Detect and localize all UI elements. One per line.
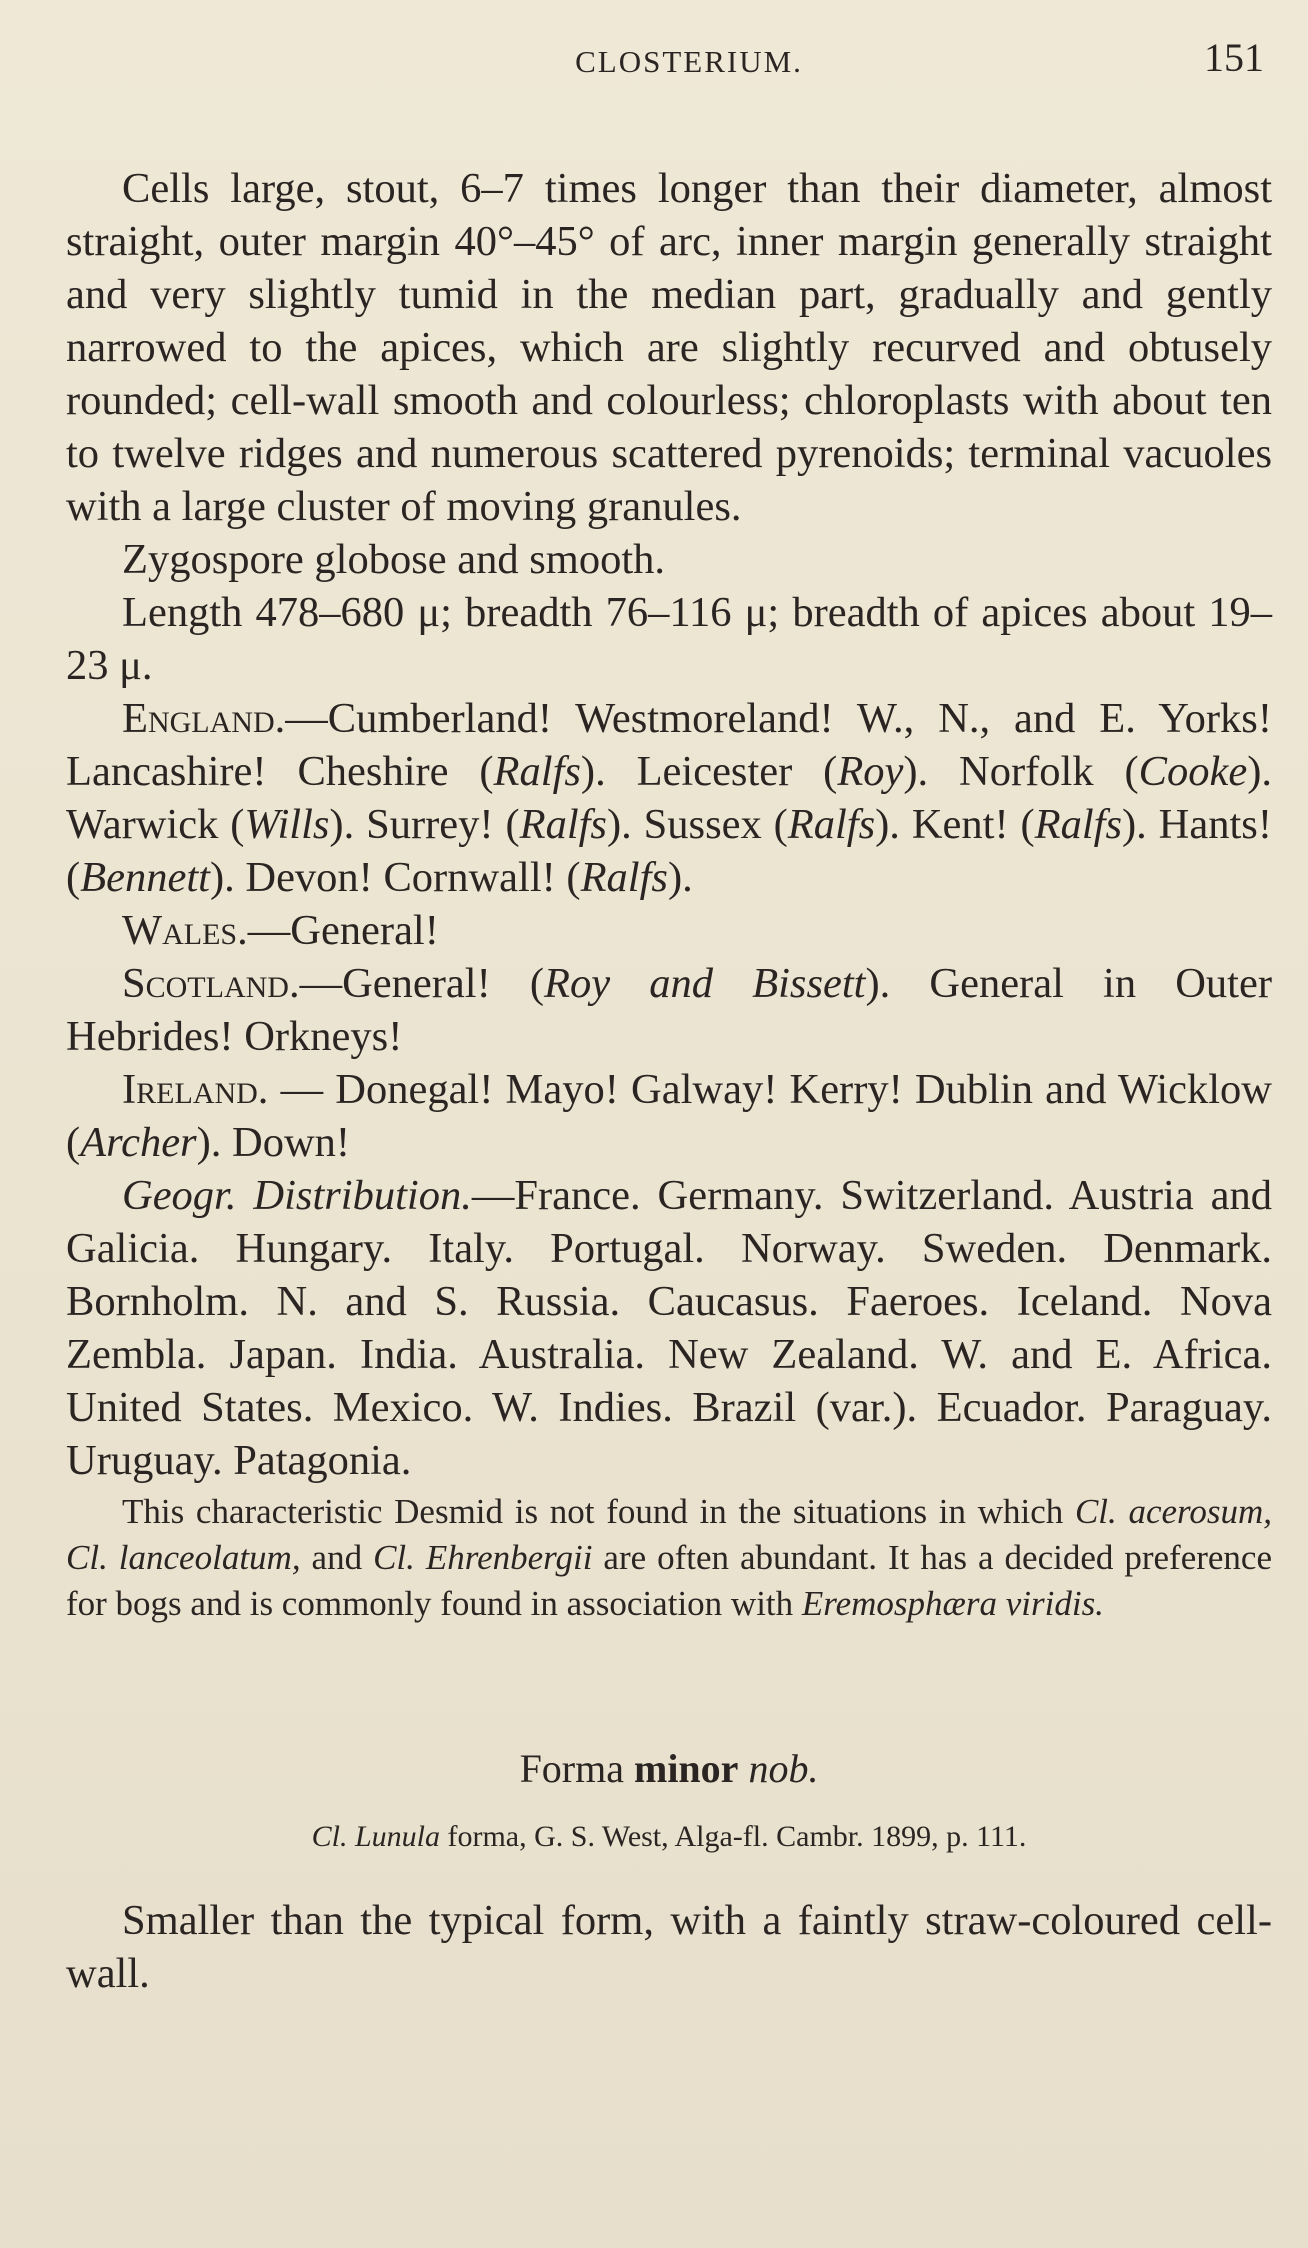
region-label-england: England. bbox=[122, 695, 286, 742]
species-name: Cl. Lunula bbox=[311, 1820, 440, 1853]
authority: Roy bbox=[837, 748, 904, 795]
distribution-scotland: Scotland.—General! (Roy and Bissett). General in Outer Hebrides! Orkneys! bbox=[66, 960, 1272, 1060]
authority: Ralfs bbox=[580, 854, 668, 901]
authority: Bennett bbox=[80, 854, 210, 901]
forma-description: Smaller than the typical form, with a faintly straw-coloured cell-wall. bbox=[66, 1897, 1272, 1997]
geographic-distribution: Geogr. Distribution.—France. Germany. Switzerland. Austria and Galicia. Hungary. Italy. Portugal. Norway. Sweden. Denmark. Bornholm. N. and S. Russia. Caucasus. Faeroes. Iceland. Nova Zembla. Japan. India. Australia. New Zealand. W. and E. Africa. United States. Mexico. W. Indies. Brazil (var.). Ecuador. Paraguay. Uruguay. Patagonia. bbox=[66, 1172, 1272, 1484]
authority: Archer bbox=[80, 1119, 197, 1166]
authority: Roy and Bissett bbox=[544, 960, 866, 1007]
species-name: Cl. acerosum, Cl. lanceolatum, bbox=[66, 1492, 1273, 1577]
cell-description: Cells large, stout, 6–7 times longer than their diameter, almost straight, outer margin 40°–45° of arc, inner margin generally straight and very slightly tumid in the median part, gradually and gently narrowed to the apices, which are slightly recurved and obtusely rounded; cell-wall smooth and colourless; chloroplasts with about ten to twelve ridges and numerous scattered pyrenoids; terminal vacuoles with a large cluster of moving granules. bbox=[66, 165, 1272, 530]
forma-name: minor bbox=[634, 1746, 739, 1791]
species-name: Eremosphæra viridis. bbox=[801, 1584, 1104, 1623]
authority: Wills bbox=[244, 801, 330, 848]
region-label-wales: Wales. bbox=[122, 907, 248, 954]
authority: Ralfs bbox=[787, 801, 876, 848]
authority: Cooke bbox=[1138, 748, 1248, 795]
authority: Ralfs bbox=[493, 748, 581, 795]
authority: Ralfs bbox=[1034, 801, 1123, 848]
region-label-ireland: Ireland. bbox=[122, 1066, 269, 1113]
ecology-note: This characteristic Desmid is not found in the situations in which Cl. acerosum, Cl. lanceolatum, and Cl. Ehrenbergii are often abundant. It has a decided preference for bogs and is commonly found in association with Eremosphæra viridis. bbox=[66, 1492, 1273, 1623]
distribution-england: England.—Cumberland! Westmoreland! W., N., and E. Yorks! Lancashire! Cheshire (Ralfs). Leicester (Roy). Norfolk (Cooke). Warwick (Wills). Surrey! (Ralfs). Sussex (Ralfs). Kent! (Ralfs). Hants! (Bennett). Devon! Cornwall! (Ralfs). bbox=[66, 695, 1272, 901]
page-number: 151 bbox=[1204, 35, 1264, 80]
forma-author: nob. bbox=[748, 1746, 819, 1791]
region-label-scotland: Scotland. bbox=[122, 960, 300, 1007]
dimensions: Length 478–680 μ; breadth 76–116 μ; breadth of apices about 19–23 μ. bbox=[66, 589, 1272, 689]
distribution-ireland: Ireland. — Donegal! Mayo! Galway! Kerry! Dublin and Wicklow (Archer). Down! bbox=[66, 1066, 1272, 1166]
zygospore-description: Zygospore globose and smooth. bbox=[122, 536, 665, 583]
geographic-label: Geogr. Distribution. bbox=[122, 1172, 472, 1219]
authority: Ralfs bbox=[519, 801, 607, 848]
running-head-title: CLOSTERIUM. bbox=[575, 44, 803, 79]
running-head bbox=[66, 34, 1272, 92]
forma-heading: Forma minor nob. bbox=[519, 1746, 819, 1791]
species-name: Cl. Ehrenbergii bbox=[373, 1538, 593, 1577]
distribution-wales: Wales.—General! bbox=[122, 907, 439, 954]
forma-citation: Cl. Lunula forma, G. S. West, Alga-fl. Cambr. 1899, p. 111. bbox=[311, 1820, 1027, 1853]
